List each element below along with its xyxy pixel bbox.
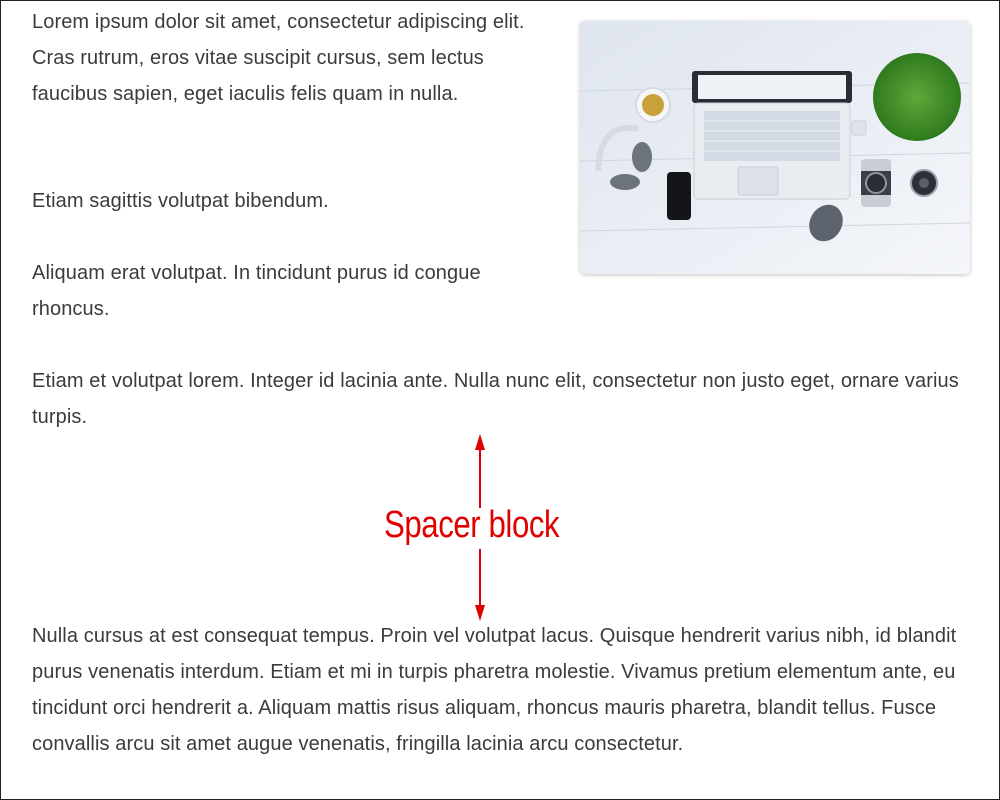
paragraph-1: Lorem ipsum dolor sit amet, consectetur adipiscing elit. Cras rutrum, eros vitae suscipit cursus, sem lectus faucibus sapien, eget iaculis felis quam in nulla. [32, 11, 525, 105]
paragraph-2: Etiam sagittis volutpat bibendum. [32, 190, 329, 212]
paragraph-5: Nulla cursus at est consequat tempus. Proin vel volutpat lacus. Quisque hendrerit varius nibh, id blandit purus venenatis interdum. Etiam et mi in turpis pharetra molestie. Vivamus pretium elementum ante, eu tincidunt orci hendrerit a. Aliquam mattis risus aliquam, rhoncus mauris pharetra, blandit tellus. Fusce convallis arcu sit amet augue venenatis, fringilla lacinia arcu consectetur. [32, 625, 957, 755]
arrow-up-icon [472, 434, 488, 508]
paragraph-3: Aliquam erat volutpat. In tincidunt purus id congue rhoncus. [32, 262, 481, 320]
spacer-block-label: Spacer block [384, 504, 560, 546]
desk-flatlay-photo [580, 21, 970, 274]
arrow-down-icon [472, 549, 488, 621]
paragraph-4: Etiam et volutpat lorem. Integer id lacinia ante. Nulla nunc elit, consectetur non justo eget, ornare varius turpis. [32, 370, 959, 428]
